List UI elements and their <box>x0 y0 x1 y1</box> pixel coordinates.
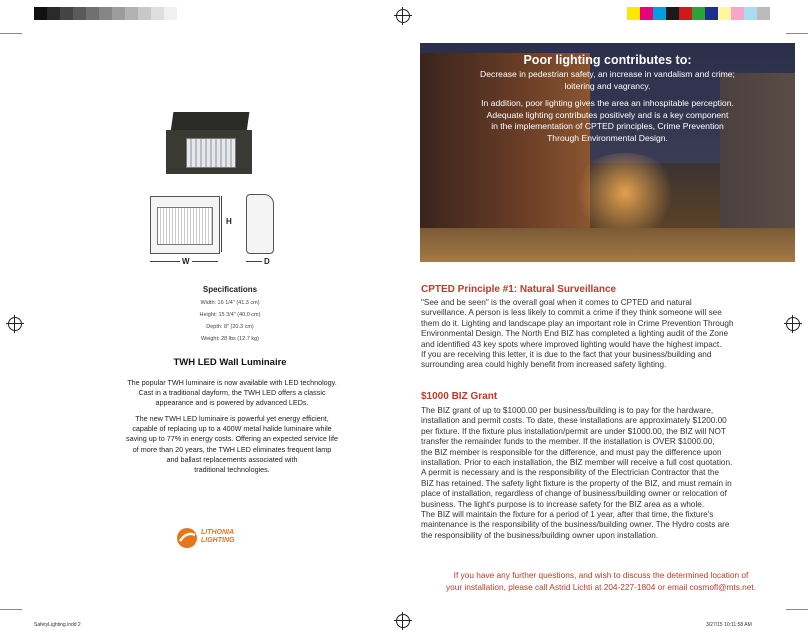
side-view-drawing <box>246 194 274 254</box>
cpted-line: Environmental Design. The North End BIZ has completed a lighting audit of the Zone <box>421 329 729 339</box>
registration-mark-top <box>396 9 410 23</box>
logo-line-1: LITHONIA <box>201 529 235 536</box>
logo-line-2: LIGHTING <box>201 537 235 544</box>
cpted-line: surrounding area could highly benefit from increased safety lighting. <box>421 360 667 370</box>
grant-heading: $1000 BIZ Grant <box>421 391 498 402</box>
cpted-line: "See and be seen" is the overall goal when it comes to CPTED and natural <box>421 298 692 307</box>
grant-line: place of installation, regardless of change of business/building owner or relocation of <box>421 489 727 499</box>
photo-line: Decrease in pedestrian safety, an increase in vandalism and crime; <box>480 69 735 79</box>
luminaire-photo <box>160 112 260 182</box>
product-line: of more than 20 years, the TWH LED eliminates frequent lamp <box>132 444 332 454</box>
crop-mark <box>0 609 22 610</box>
spec-width: Width: 16 1/4" (41.3 cm) <box>200 300 260 306</box>
product-paragraph-2 <box>116 414 348 475</box>
grant-line: installation. Prior to each installation, the BIZ member will receive a full cost quotation. <box>421 458 733 468</box>
grayscale-bar <box>34 7 177 20</box>
registration-mark-left <box>8 317 22 331</box>
grant-line: maintenance is the responsibility of the business/building owner. The Hydro costs are <box>421 520 730 530</box>
cpted-line: and identified 43 key spots where improved lighting would have the highest impact. <box>421 339 722 349</box>
grant-line: transfer the remainder funds to the member. If the installation is OVER $1000.00, <box>421 437 715 447</box>
cpted-heading: CPTED Principle #1: Natural Surveillance <box>421 284 617 295</box>
footer-file-name: SafetyLighting.indd 2 <box>34 622 81 628</box>
grant-body <box>421 406 796 541</box>
contact-line-2: your installation, please call Astrid Lichti at 204-227-1804 or email cosmofl@mts.net. <box>445 582 757 592</box>
spec-weight: Weight: 28 lbs (12.7 kg) <box>201 336 259 342</box>
grant-line: BIZ has retained. The safety light fixture is the property of the BIZ, and must remain in <box>421 478 732 488</box>
front-view-drawing <box>150 196 220 254</box>
product-line: The new TWH LED luminaire is powerful yet energy efficient, <box>135 414 329 423</box>
crop-mark <box>0 33 22 34</box>
photo-line: in the implementation of CPTED principles, Crime Prevention <box>491 121 724 131</box>
crop-mark <box>786 33 808 34</box>
grant-line: the responsibility of the business/building owner upon installation. <box>421 530 659 540</box>
photo-heading: Poor lighting contributes to: <box>523 53 692 67</box>
lithonia-swoosh-icon <box>176 527 198 549</box>
photo-line: Through Environmental Design. <box>547 132 668 143</box>
photo-overlay-text <box>420 43 795 148</box>
photo-line: loitering and vagrancy. <box>564 80 651 91</box>
color-bar <box>627 7 770 20</box>
product-line: saving up to 77% in energy costs. Offering an expected service life <box>125 434 339 444</box>
grant-line: business. The light's purpose is to increase safety for the BIZ area as a whole. <box>421 499 705 509</box>
product-line: traditional technologies. <box>194 465 270 475</box>
contact-line-1: If you have any further questions, and wish to discuss the determined location of <box>453 570 749 580</box>
grant-line: installation and permit costs. To date, these installations are approximately $1200.00 <box>421 416 727 426</box>
cpted-line: surveillance. A person is less likely to commit a crime if they think someone will see <box>421 308 722 318</box>
alley-photo <box>420 43 795 262</box>
cpted-line: If you are receiving this letter, it is due to the fact that your business/building and <box>421 350 712 360</box>
width-label: W <box>182 257 190 266</box>
grant-line: A permit is necessary and is the responsibility of the Electrician Contractor that the <box>421 468 720 478</box>
grant-line: The BIZ will maintain the fixture for a period of 1 year, after that time, the fixture's <box>421 510 714 520</box>
crop-mark <box>786 609 808 610</box>
product-title: TWH LED Wall Luminaire <box>173 357 287 368</box>
cpted-line: them do it. Lighting and landscape play an important role in Crime Prevention Through <box>421 318 734 328</box>
specs-title: Specifications <box>202 285 258 294</box>
grant-line: per fixture. If the fixture plus installation/permit are under $1000.00, the BIZ will NOT <box>421 426 726 436</box>
photo-line: In addition, poor lighting gives the area an inhospitable perception. <box>481 98 734 108</box>
footer-timestamp: 3/27/15 10:11:58 AM <box>706 622 752 628</box>
product-line: Cast in a traditional dayform, the TWH LED offers a classic <box>138 388 326 398</box>
contact-note <box>421 569 781 593</box>
lithonia-logo <box>176 527 256 549</box>
spec-depth: Depth: 8" (20.3 cm) <box>206 324 254 330</box>
height-label: H <box>226 217 232 226</box>
product-paragraph-1 <box>116 378 348 409</box>
product-line: The popular TWH luminaire is now available with LED technology. <box>127 378 337 387</box>
photo-line: Adequate lighting contributes positively and is a key component <box>486 109 729 120</box>
height-dimension-line <box>221 196 222 252</box>
spec-height: Height: 15 3/4" (40.0 cm) <box>199 312 261 318</box>
registration-mark-bottom <box>396 614 410 628</box>
product-line: and ballast replacements associated with <box>166 454 298 464</box>
grant-line: The BIZ grant of up to $1000.00 per business/building is to pay for the hardware, <box>421 406 714 415</box>
product-line: capable of replacing up to a 400W metal halide luminaire while <box>132 424 332 434</box>
depth-label: D <box>264 257 270 266</box>
grant-line: the BIZ member is responsible for the difference, and must pay the difference upon <box>421 447 722 457</box>
cpted-body <box>421 298 796 371</box>
product-line: appearance and is powered by advanced LEDs. <box>155 398 309 408</box>
